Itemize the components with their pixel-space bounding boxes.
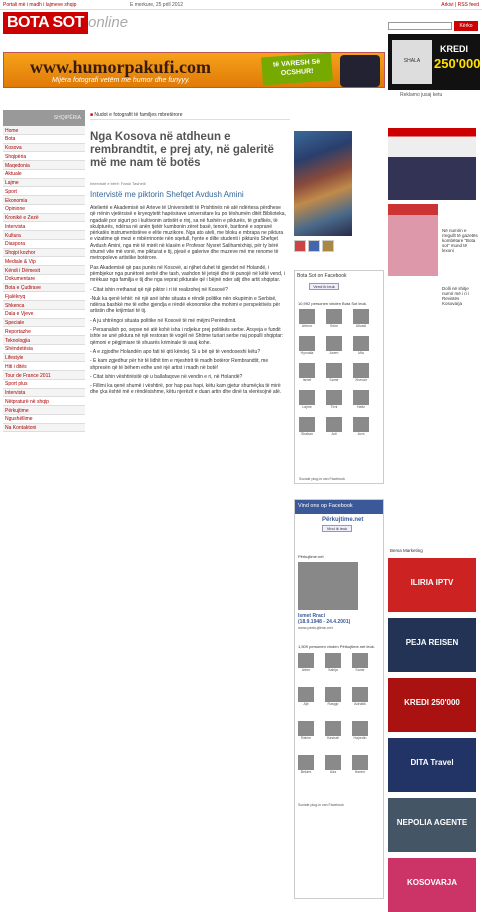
fan-avatar [325, 687, 341, 702]
nav-item[interactable]: Lajme [3, 179, 85, 188]
breadcrumb[interactable]: ■ Nudot e fotografit të familjes mbretërore [90, 110, 290, 120]
fb2-fan[interactable] [352, 755, 368, 775]
fan-name: Selm [330, 324, 338, 328]
nav-item[interactable]: Dala e Vjeve [3, 310, 85, 319]
fb2-fan[interactable] [298, 721, 314, 741]
article-headline: Nga Kosova në atdheun e rembrandtit, e prej aty, në galeritë më me nam të botës [90, 131, 274, 169]
fb2-fan[interactable] [352, 653, 368, 673]
fan-avatar [298, 687, 314, 702]
fan-name: Shaban [300, 432, 314, 436]
nav-item[interactable]: Maqedonia [3, 161, 85, 170]
fan-avatar [326, 309, 342, 324]
fb2-fan[interactable] [325, 755, 341, 775]
nav-item[interactable]: Sport plus [3, 380, 85, 389]
nav-item[interactable]: Bota e Çudirave [3, 284, 85, 293]
banner-ad-subtitle: Mijëra fotografi vetëm me humor dhe funyyy. [52, 77, 190, 84]
fb2-page-label: Përkujtime.net [298, 554, 324, 559]
fan-name: Rasgip [327, 702, 339, 706]
article-paragraph: - Fillimi ka qenë shumë i vështirë, por hap pas hapi, këtu kam gjetur shumëçka të mirë dhe çka është më e rëndësishme, këtu njerëzit e duan artin dhe dinë ta vlerësojnë atë. [90, 383, 282, 396]
nav-item[interactable]: Kultura [3, 231, 85, 240]
search-button[interactable]: Kërko [454, 21, 478, 31]
fan-avatar [299, 390, 315, 405]
fan-name: Samir [355, 668, 365, 672]
fb2-fan[interactable] [298, 653, 314, 673]
fan-name: Tirni [330, 405, 338, 409]
fan-avatar [325, 653, 341, 668]
fb2-fan[interactable] [325, 653, 341, 673]
article-paragraph: - Persanalish po, sepse në atë kohë isha i ndjekur prej politikës serbe. Arsyeja e fundit ishte se unë piktura në një restoran të vogël në Shtime turiari serbe naj populli shqiptar: qëmoni e pëgjimiare të shuarës kriminale të asaj kohe. [90, 327, 284, 346]
nav-item[interactable]: Home [3, 126, 85, 135]
banner-ad-badge: të VARESH Së OCSHUR! [261, 53, 333, 86]
fan-name: Adriatik [354, 702, 366, 706]
site-logo[interactable]: BOTA SOT [3, 12, 88, 34]
nav-item[interactable]: Intervista [3, 389, 85, 398]
fb-fan[interactable] [353, 417, 369, 437]
nav-item[interactable]: Ekonomia [3, 196, 85, 205]
fan-name: Avni [357, 432, 365, 436]
fb-fan[interactable] [326, 336, 342, 356]
right-ad[interactable]: ILIRIA IPTV [388, 558, 476, 612]
memorial-dates: (18.9.1948 - 24.4.2001) [298, 619, 351, 625]
fb2-page-name[interactable]: Përkujtime.net [322, 517, 364, 523]
fan-avatar [326, 363, 342, 378]
article-byline: Intervistë e bërë: Faruk Tashelli [90, 181, 146, 186]
fan-avatar [299, 309, 315, 324]
fan-name: Lajme [302, 405, 312, 409]
fb2-fan[interactable] [325, 721, 341, 741]
nav-item[interactable]: Fjalëkryq [3, 292, 85, 301]
fan-name: Mia [358, 351, 364, 355]
right-ad[interactable]: KREDI 250'000 [388, 678, 476, 732]
fan-avatar [298, 721, 314, 736]
search-input[interactable] [388, 22, 452, 30]
article-photo[interactable] [294, 131, 352, 236]
fan-avatar [353, 336, 369, 351]
article-paragraph: - A ju shtrëngoi situata politike në Kosovë të më mëjmi Perëndimit. [90, 317, 237, 324]
article-paragraph: - E kam zgjedhur për hir të lidhit tim e mjeshtrit të madh botëror Rembrandtit, me shpresën që të bëhem edhe unë një artist i madh në botë! [90, 358, 269, 371]
fan-avatar [352, 653, 368, 668]
fb2-like-button[interactable]: Vind ik leuk [322, 525, 352, 532]
nav-item[interactable]: Bota [3, 135, 85, 144]
article-subhead: Intervistë me piktorin Shefqet Avdush Amini [90, 190, 244, 199]
thumbnail[interactable] [294, 240, 306, 252]
nav-item[interactable]: Intervista [3, 222, 85, 231]
nav-item[interactable]: Diaspora [3, 240, 85, 249]
nav-item[interactable]: Na Kontaktoni [3, 424, 85, 433]
thumbnail[interactable] [308, 240, 320, 252]
right-ad[interactable]: NEPOLIA AGENTE [388, 798, 476, 852]
fan-name: Azem [329, 351, 339, 355]
fan-name: Ismet [302, 378, 312, 382]
fan-avatar [325, 755, 341, 770]
nav-item[interactable]: Speciale [3, 319, 85, 328]
nav-item[interactable]: Hiti i ditës [3, 362, 85, 371]
fan-name: Ajb [303, 702, 309, 706]
left-nav [3, 110, 85, 432]
fb-fan[interactable] [326, 309, 342, 329]
fan-name: Sabija [328, 668, 338, 672]
fan-name: Hajredin [353, 736, 367, 740]
fan-avatar [326, 336, 342, 351]
fb-like-button[interactable]: Vend ik leuk [309, 283, 339, 290]
fb-footer[interactable]: Sociale plug-in van Facebook [299, 477, 345, 481]
nav-item[interactable]: Opinione [3, 205, 85, 214]
fb-fan[interactable] [299, 390, 315, 410]
fan-name: Samir [329, 378, 339, 382]
fb-fan[interactable] [299, 417, 315, 437]
nav-header: SHQIPËRIA [3, 110, 85, 126]
facebook-widget [294, 270, 384, 484]
fan-avatar [299, 363, 315, 378]
fan-name: Bekimi [300, 770, 312, 774]
nav-item[interactable]: Shëndetësia [3, 345, 85, 354]
fan-name: Xhevair [355, 378, 367, 382]
nav-item[interactable]: Shkenca [3, 301, 85, 310]
side-ad-label: KREDI [440, 44, 469, 54]
fb2-fan[interactable] [352, 721, 368, 741]
fb2-bar: Vind ons op Facebook [295, 500, 383, 514]
top-bar [0, 0, 482, 10]
fb-fan[interactable] [353, 390, 369, 410]
article-paragraph: -Nuk ka qenë lehtë: në një anë ishte situata e rëndë politike nën okupimin e Serbisë, ndërsa bashkë me të edhe gjendja e rëndë ekonomike dhe mohimi e perspektivës për artistin dhe krijimtari të tij. [90, 295, 281, 315]
fan-name: Allvadi [355, 324, 367, 328]
nav-item[interactable]: Shqipi kozhor [3, 249, 85, 258]
right-ad[interactable]: DITA Travel [388, 738, 476, 792]
article-paragraph: - A e zgjodhe Holandën apo fati të qiti këndej. Si u bë që të vendoseshi këtu? [90, 348, 261, 355]
article-body [90, 205, 286, 399]
article-paragraph: Pas Akademisë që pas punës në Kosovë, ai njihet duhet të gjendet në Holandë, i pëmbjekur nga punëtorë serbë dhe tash, vashdon të jetojë dhe të punojë në këtë vend, i mrëkuar nga familja e tij dhe nga veprat pikturale që i bëjnë nder atij dhe artit shqiptar. [90, 264, 285, 284]
nav-item[interactable]: Lifestyle [3, 354, 85, 363]
fb-fan[interactable] [299, 309, 315, 329]
fan-avatar [326, 417, 342, 432]
fan-name: Arbnor [301, 324, 313, 328]
banner-ad[interactable] [3, 52, 385, 88]
fb-fan[interactable] [326, 390, 342, 410]
nav-item[interactable]: Këndi i Dëmesit [3, 266, 85, 275]
promo-text-2: Dolli në shitje numri më i ri i Revistës Kosovarja [442, 286, 470, 306]
fan-avatar [353, 363, 369, 378]
marketing-label: Bema Marketing [390, 548, 423, 553]
breadcrumb-text[interactable]: Nudot e fotografit të familjes mbretërore [94, 112, 183, 118]
fan-avatar [353, 417, 369, 432]
nav-item[interactable]: Aktuale [3, 170, 85, 179]
side-ad[interactable] [388, 34, 480, 90]
fb-fan[interactable] [299, 363, 315, 383]
right-ad[interactable]: PEJA REISEN [388, 618, 476, 672]
fan-name: Uda [329, 770, 337, 774]
side-ad-brand: SHALA [392, 40, 432, 84]
fb2-fan[interactable] [298, 687, 314, 707]
nav-item[interactable]: Kosova [3, 144, 85, 153]
fb-fan[interactable] [353, 363, 369, 383]
phone-image [340, 55, 380, 87]
fb-like-count: 10,992 personen vinden Bota Sot leuk. [298, 301, 367, 306]
fan-avatar [352, 687, 368, 702]
promo-text-1: Në numrin e rregullt të gazetës kombëtare “Bota sot” mund të lexoni [442, 228, 478, 253]
fb2-fan[interactable] [298, 755, 314, 775]
fan-avatar [325, 721, 341, 736]
fb-widget-title[interactable]: Bota Sot on Facebook [297, 273, 347, 279]
nav-item[interactable]: Teknologjia [3, 336, 85, 345]
fan-avatar [353, 309, 369, 324]
fb-fan[interactable] [326, 417, 342, 437]
fb-fan[interactable] [326, 363, 342, 383]
newspaper-cover[interactable] [388, 128, 476, 200]
top-links: Arkivi | RSS feed [441, 2, 479, 8]
fb-fan[interactable] [299, 336, 315, 356]
article-paragraph: - Citat ishin vështirësitë që u ballafaqove në vendin e ri, në Holandë? [90, 373, 243, 380]
nav-item[interactable]: Reportazhe [3, 327, 85, 336]
thumbnail[interactable] [322, 240, 334, 252]
fb2-footer[interactable]: Sociale plug-in van Facebook [298, 803, 344, 807]
nav-item[interactable]: Sport [3, 187, 85, 196]
fan-name: Arber [301, 668, 311, 672]
fan-avatar [299, 417, 315, 432]
nav-item[interactable]: Kronikë e Zezë [3, 214, 85, 223]
advertise-link[interactable]: Reklamo jusaj ketu [400, 92, 443, 98]
fan-avatar [299, 336, 315, 351]
fb-fan[interactable] [353, 336, 369, 356]
side-ad-amount: 250'000 [434, 56, 481, 71]
fb2-like-count: 1,509 personen vinden Përkujtime.net leuk. [298, 644, 375, 649]
fan-name: Rahim [300, 736, 312, 740]
nav-item[interactable]: Dokumentare [3, 275, 85, 284]
fan-avatar [298, 755, 314, 770]
fb2-fan[interactable] [352, 687, 368, 707]
fan-avatar [352, 721, 368, 736]
article-paragraph: - Citat ishin rrethanat që një piktor i ri të realizohej në Kosovë? [90, 286, 228, 293]
fb2-fan[interactable] [325, 687, 341, 707]
facebook-widget-2 [294, 499, 384, 899]
nav-item[interactable]: Mediale & Vip [3, 257, 85, 266]
rss-link[interactable]: RSS feed [457, 2, 479, 8]
memorial-photo[interactable] [298, 562, 358, 610]
nav-item[interactable]: Ngushëllime [3, 415, 85, 424]
fan-name: Kastrati [327, 736, 339, 740]
nav-item[interactable]: Përkujtime [3, 406, 85, 415]
fan-name: Adi [331, 432, 337, 436]
fan-name: Hafiz [357, 405, 365, 409]
memorial-site[interactable]: www.perkujtime.net [298, 625, 333, 630]
magazine-cover[interactable] [388, 204, 438, 276]
fb2-fans-grid [298, 653, 380, 803]
fan-avatar [352, 755, 368, 770]
banner-ad-title: www.humorpakufi.com [30, 57, 212, 77]
memorial-name: Ismet Rraci [298, 613, 325, 619]
nav-item[interactable]: Shqipëria [3, 152, 85, 161]
archive-link[interactable]: Arkivi [441, 2, 454, 8]
fan-avatar [326, 390, 342, 405]
right-ad[interactable]: KOSOVARJA [388, 858, 476, 912]
fan-avatar [353, 390, 369, 405]
fan-name: Hyrvalla [300, 351, 314, 355]
fb-fan[interactable] [353, 309, 369, 329]
date-text: E merkure, 25 prill 2012 [130, 2, 184, 8]
nav-item[interactable]: Nëtpraturë në shqip [3, 397, 85, 406]
fan-name: Harem [354, 770, 366, 774]
nav-item[interactable]: Tour de France 2011 [3, 371, 85, 380]
site-logo-sub: online [88, 14, 129, 31]
article-paragraph: Ateliertë e Akademisë së Arteve të Universitetit të Prishtinës në atë ndërtesa përdhese që rrënin vjetërsisë e kryeqytetit hapësirave universitare ku po tëshumën ditët Biblioteka, ngadalë por sigurt po i kultivonin artistët e rinj, sa në fushën e pikturës, të grafikës, të skulpturës, ndërsa në anën tjetër kumbonin zëret basë, tenorë, baritonë e sopranë përkatës instrumentistëve e elite muzikore. Nga ato ateli, me bloku e mbrapa ne piktura e vizatime që mezi e mbërrinonte nën sqetull, hynte e dilte studenti i pikturës Shefqet Avdush Amini, nga më të mirët në klasën e Profesor Nysret Salihamixhiqi, për ty bërë shumë vite më vonë, me pikturat e tij, pjesë e galerive dhe muzeve më me renome të metropoleve artistike botërore. [90, 205, 286, 262]
top-bar-text: Portali më i madh i lajmeve shqip [3, 2, 77, 8]
fan-avatar [298, 653, 314, 668]
